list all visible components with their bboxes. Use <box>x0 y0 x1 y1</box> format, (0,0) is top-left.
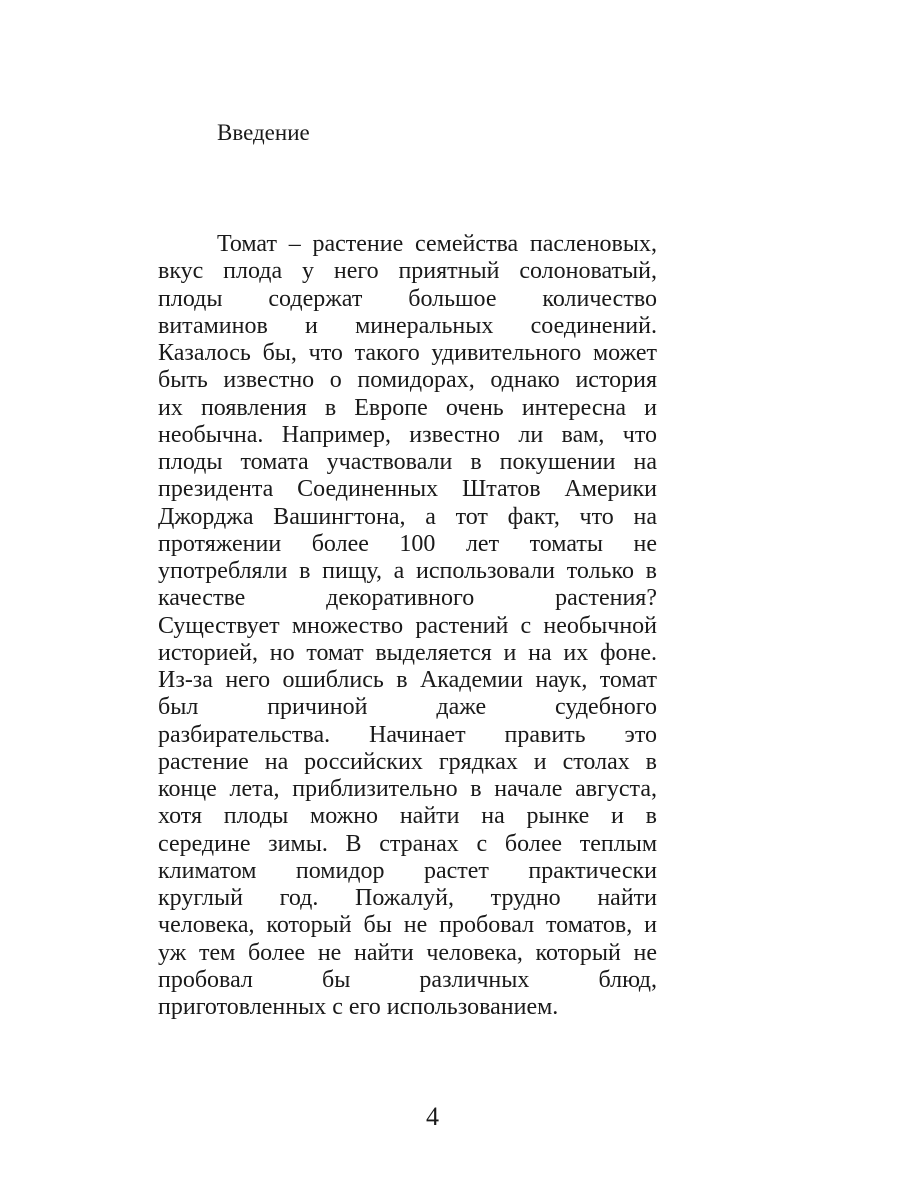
text-line: Существует множество растений с необычной <box>158 612 657 639</box>
text-line: плоды томата участвовали в покушении на <box>158 449 657 475</box>
text-line: Джорджа Вашингтона, а тот факт, что на <box>158 503 657 530</box>
text-line: Томат – растение семейства пасленовых, <box>217 231 657 257</box>
section-heading: Введение <box>217 120 310 145</box>
text-line: протяжении более 100 лет томаты не <box>158 530 657 557</box>
text-line: человека, который бы не пробовал томатов, и <box>158 912 657 939</box>
text-line: употребляли в пищу, а использовали только в <box>158 558 657 584</box>
text-line: разбирательства. Начинает править это <box>158 721 657 748</box>
text-line: быть известно о помидорах, однако история <box>158 367 657 394</box>
text-line: Казалось бы, что такого удивительного может <box>158 340 657 366</box>
text-line: климатом помидор растет практически <box>158 857 657 884</box>
text-line: пробовал бы различных блюд, <box>158 966 657 993</box>
text-line: приготовленных с его использованием. <box>158 994 559 1020</box>
page-number: 4 <box>426 1102 439 1131</box>
text-line: растение на российских грядках и столах в <box>158 748 657 775</box>
text-line: середине зимы. В странах с более теплым <box>158 830 657 857</box>
text-line: качестве декоративного растения? <box>158 585 657 612</box>
text-line: Из-за него ошиблись в Академии наук, томат <box>158 667 657 693</box>
text-line: был причиной даже судебного <box>158 694 657 721</box>
text-line: хотя плоды можно найти на рынке и в <box>158 803 657 830</box>
text-line: круглый год. Пожалуй, трудно найти <box>158 885 657 911</box>
text-line: витаминов и минеральных соединений. <box>158 312 657 339</box>
text-line: президента Соединенных Штатов Америки <box>158 476 657 503</box>
text-line: плоды содержат большое количество <box>158 285 657 312</box>
body-paragraph <box>158 231 657 1021</box>
text-line: историей, но томат выделяется и на их фоне. <box>158 639 657 666</box>
text-line: необычна. Например, известно ли вам, что <box>158 421 657 448</box>
text-line: уж тем более не найти человека, который не <box>158 939 657 966</box>
text-line: их появления в Европе очень интересна и <box>158 394 657 421</box>
text-line: вкус плода у него приятный солоноватый, <box>158 258 657 285</box>
text-line: конце лета, приблизительно в начале августа, <box>158 776 657 802</box>
